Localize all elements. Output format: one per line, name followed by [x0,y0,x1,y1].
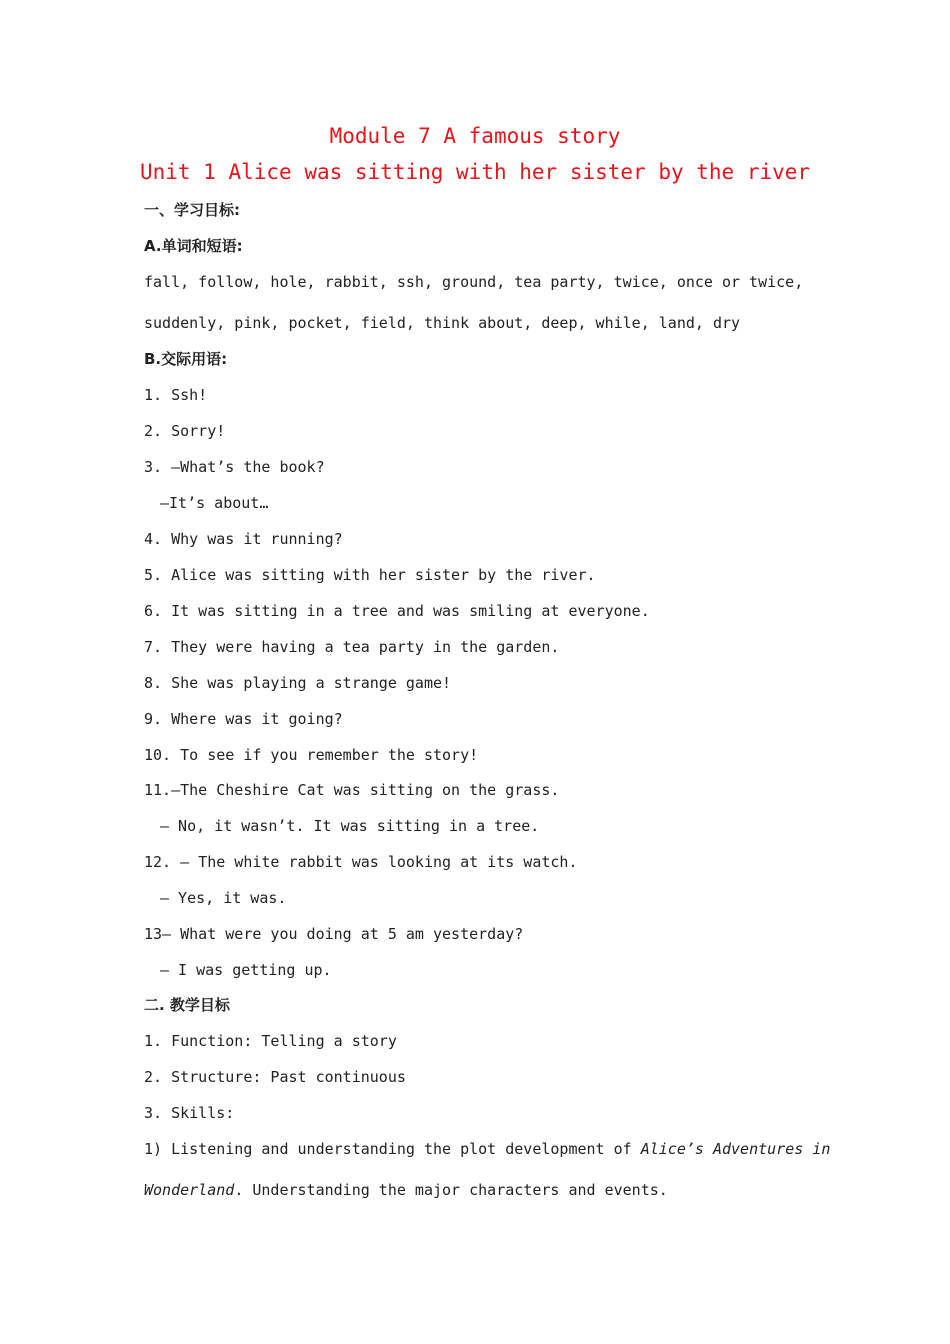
skill-text: . Understanding the major characters and events. [234,1181,668,1199]
phrase-item: — I was getting up. [160,961,332,979]
goal-item: 2. Structure: Past continuous [144,1068,406,1086]
phrase-item: — Yes, it was. [160,889,287,907]
phrase-item: 10. To see if you remember the story! [144,746,479,764]
phrase-item: 12. — The white rabbit was looking at its watch. [144,853,578,871]
phrase-item: —It’s about… [160,494,269,512]
phrase-item: 11.—The Cheshire Cat was sitting on the grass. [144,781,560,799]
phrase-item: 5. Alice was sitting with her sister by the river. [144,566,596,584]
phrase-item: 13— What were you doing at 5 am yesterday? [144,925,524,943]
book-title: Wonderland [144,1181,235,1199]
section1-heading: 一、学习目标: [144,201,240,219]
phrase-item: 9. Where was it going? [144,710,343,728]
phrase-item: 2. Sorry! [144,422,226,440]
phrase-item: 8. She was playing a strange game! [144,674,452,692]
phrases-heading: B.交际用语: [144,350,228,368]
phrase-item: — No, it wasn’t. It was sitting in a tree. [160,817,540,835]
vocab-heading: A.单词和短语: [144,237,243,255]
vocab-line-2: suddenly, pink, pocket, field, think about, deep, while, land, dry [144,314,741,332]
phrase-item: 6. It was sitting in a tree and was smiling at everyone. [144,602,650,620]
phrase-item: 7. They were having a tea party in the garden. [144,638,560,656]
skill-line-2 [144,1180,668,1200]
phrase-item: 1. Ssh! [144,386,208,404]
goal-item: 1. Function: Telling a story [144,1032,397,1050]
book-title: Alice’s Adventures in [640,1140,831,1158]
module-title: Module 7 A famous story [329,124,621,148]
skill-line-1 [144,1139,830,1159]
skill-text: 1) Listening and understanding the plot development of [144,1140,641,1158]
phrase-item: 4. Why was it running? [144,530,343,548]
section2-heading: 二. 教学目标 [144,996,230,1014]
unit-title: Unit 1 Alice was sitting with her sister by the river [139,160,811,184]
goal-item: 3. Skills: [144,1104,235,1122]
phrase-item: 3. —What’s the book? [144,458,325,476]
vocab-line-1: fall, follow, hole, rabbit, ssh, ground, tea party, twice, once or twice, [144,273,804,291]
